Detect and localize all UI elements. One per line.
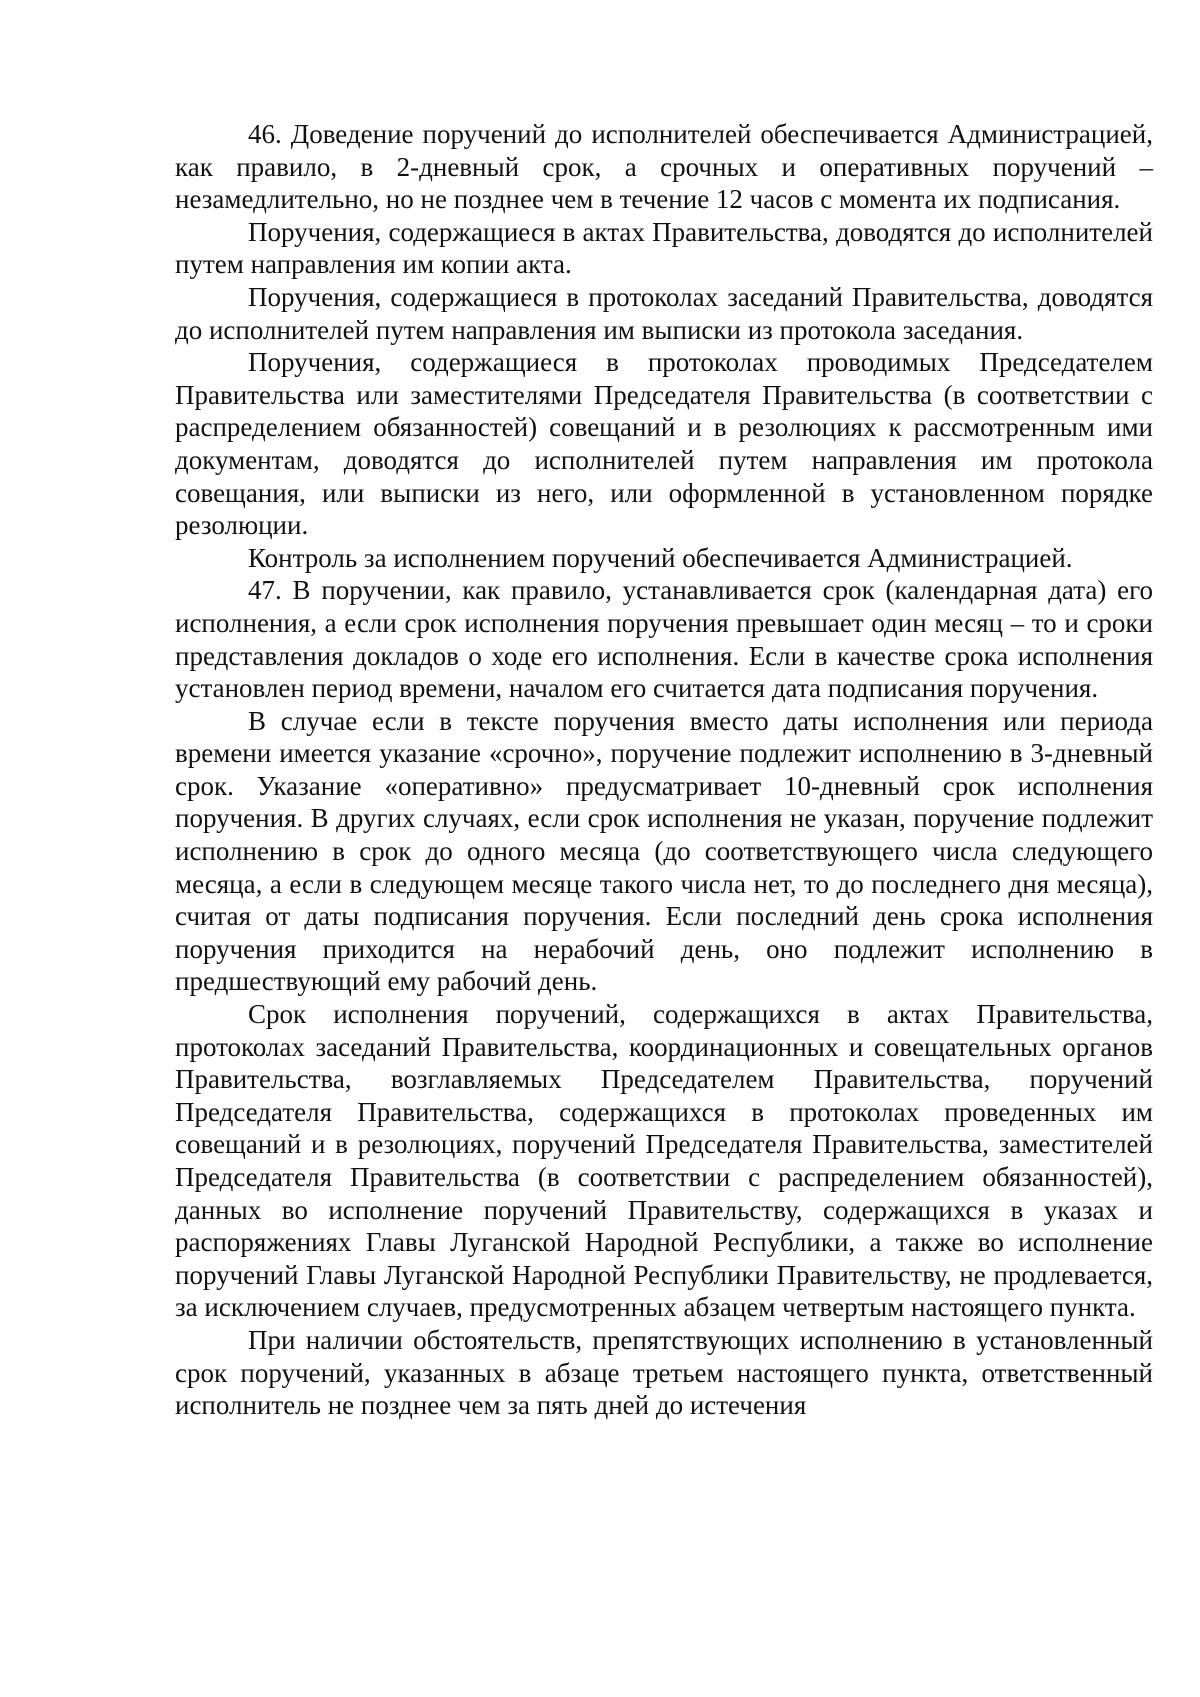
paragraph-urgent: В случае если в тексте поручения вместо даты исполнения или периода времени имеется указание «срочно», поручение подлежит исполнению в 3-дневный срок. Указание «оперативно» предусматривает 10-дневный срок исполнения поручения. В других случаях, если срок исполнения не указан, поручение подлежит исполнению в срок до одного месяца (до соответствующего числа следующего месяца, а если в следующем месяце такого числа нет, то до последнего дня месяца), считая от даты подписания поручения. Если последний день срока исполнения поручения приходится на нерабочий день, оно подлежит исполнению в предшествующий ему рабочий день. (175, 705, 1153, 997)
document-page (175, 118, 1153, 1422)
paragraph-control: Контроль за исполнением поручений обеспечивается Администрацией. (248, 542, 1073, 573)
paragraph-circumstances: При наличии обстоятельств, препятствующих исполнению в установленный срок поручений, указанных в абзаце третьем настоящего пункта, ответственный исполнитель не позднее чем за пять дней до истечения (175, 1324, 1153, 1421)
paragraph-meetings: Поручения, содержащиеся в протоколах проводимых Председателем Правительства или заместителями Председателя Правительства (в соответствии с распределением обязанностей) совещаний и в резолюциях к рассмотренным ими документам, доводятся до исполнителей путем направления им протокола совещания, или выписки из него, или оформленной в установленном порядке резолюции. (175, 347, 1153, 541)
paragraph-47-deadline: 47. В поручении, как правило, устанавливается срок (календарная дата) его исполнения, а если срок исполнения поручения превышает один месяц – то и сроки представления докладов о ходе его исполнения. Если в качестве срока исполнения установлен период времени, началом его считается дата подписания поручения. (175, 575, 1153, 704)
paragraph-acts: Поручения, содержащиеся в актах Правительства, доводятся до исполнителей путем направления им копии акта. (175, 216, 1153, 280)
paragraph-46-delivery: 46. Доведение поручений до исполнителей обеспечивается Администрацией, как правило, в 2-дневный срок, а срочных и оперативных поручений – незамедлительно, но не позднее чем в течение 12 часов с момента их подписания. (175, 119, 1153, 215)
paragraph-no-extension: Срок исполнения поручений, содержащихся в актах Правительства, протоколах заседаний Правительства, координационных и совещательных органов Правительства, возглавляемых Председателем Правительства, поручений Председателя Правительства, содержащихся в протоколах проведенных им совещаний и в резолюциях, поручений Председателя Правительства, заместителей Председателя Правительства (в соответствии с распределением обязанностей), данных во исполнение поручений Правительству, содержащихся в указах и распоряжениях Главы Луганской Народной Республики, а также во исполнение поручений Главы Луганской Народной Республики Правительству, не продлевается, за исключением случаев, предусмотренных абзацем четвертым настоящего пункта. (175, 999, 1153, 1323)
paragraph-protocols: Поручения, содержащиеся в протоколах заседаний Правительства, доводятся до исполнителей путем направления им выписки из протокола заседания. (175, 281, 1153, 345)
